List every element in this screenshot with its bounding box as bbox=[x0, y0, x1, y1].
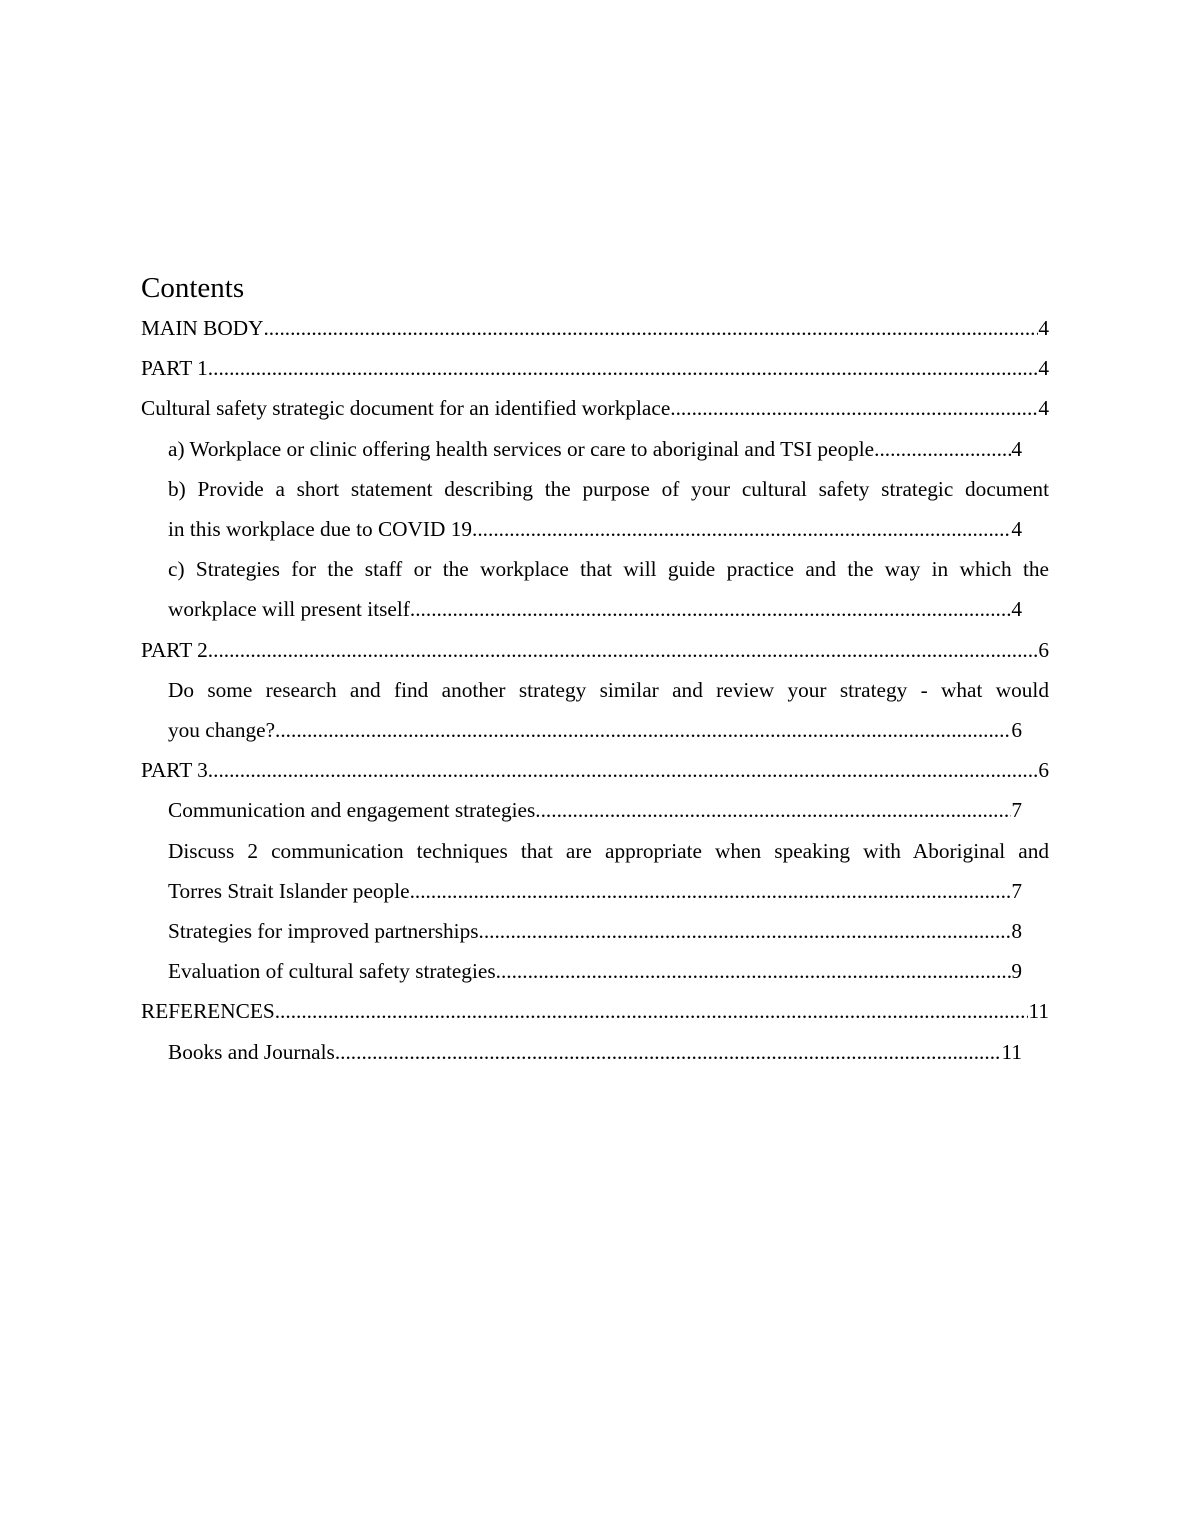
toc-entry-label: Cultural safety strategic document for an identified workplace bbox=[141, 396, 671, 421]
toc-entry-label-line2: in this workplace due to COVID 19 bbox=[168, 517, 473, 542]
toc-page-number: 7 bbox=[1011, 878, 1022, 903]
dot-leader bbox=[263, 308, 1038, 348]
toc-entry-label: PART 2 bbox=[141, 637, 208, 662]
toc-page-number: 4 bbox=[1038, 396, 1049, 421]
toc-entry-label: PART 3 bbox=[141, 758, 208, 783]
toc-entry-label-line1: Discuss 2 communication techniques that are appropriate when speaking with Aboriginal and bbox=[168, 838, 1049, 863]
toc-entry-staff-strategies[interactable] bbox=[168, 549, 1049, 629]
toc-page-number: 6 bbox=[1038, 758, 1049, 783]
toc-page-number: 4 bbox=[1011, 436, 1022, 461]
toc-entry-label: Evaluation of cultural safety strategies bbox=[168, 959, 496, 984]
toc-list bbox=[141, 308, 1049, 1072]
dot-leader bbox=[208, 750, 1039, 790]
toc-entry-label-line2: workplace will present itself bbox=[168, 597, 410, 622]
toc-page-number: 4 bbox=[1011, 517, 1022, 542]
toc-entry-label: REFERENCES bbox=[141, 999, 275, 1024]
toc-entry-improved-partnerships[interactable] bbox=[168, 911, 1022, 951]
toc-page-number: 9 bbox=[1011, 959, 1022, 984]
toc-page-number: 4 bbox=[1038, 316, 1049, 340]
toc-entry-workplace-or-clinic[interactable] bbox=[168, 429, 1022, 469]
toc-entry-part-3[interactable] bbox=[141, 750, 1049, 790]
dot-leader bbox=[208, 348, 1039, 388]
toc-entry-label: Books and Journals bbox=[168, 1039, 335, 1064]
toc-entry-label-line1: Do some research and find another strategy similar and review your strategy - what would bbox=[168, 677, 1049, 702]
toc-entry-label: MAIN BODY bbox=[141, 316, 264, 340]
dot-leader bbox=[535, 790, 1011, 830]
table-of-contents bbox=[141, 268, 1049, 1072]
toc-page-number: 4 bbox=[1011, 597, 1022, 622]
toc-entry-label: Communication and engagement strategies bbox=[168, 798, 536, 823]
dot-leader bbox=[670, 388, 1038, 428]
toc-entry-part-1[interactable] bbox=[141, 348, 1049, 388]
toc-page-number: 11 bbox=[1001, 1039, 1022, 1064]
toc-entry-part-2[interactable] bbox=[141, 630, 1049, 670]
toc-entry-communication-techniques[interactable] bbox=[168, 831, 1049, 911]
dot-leader bbox=[410, 589, 1011, 629]
dot-leader bbox=[275, 991, 1029, 1031]
toc-page-number: 8 bbox=[1011, 919, 1022, 944]
toc-page-number: 7 bbox=[1011, 798, 1022, 823]
toc-entry-communication-strategies[interactable] bbox=[168, 790, 1022, 830]
toc-entry-research-strategy[interactable] bbox=[168, 670, 1049, 750]
toc-page-number: 6 bbox=[1011, 718, 1022, 743]
dot-leader bbox=[479, 911, 1012, 951]
dot-leader bbox=[472, 509, 1011, 549]
toc-entry-evaluation[interactable] bbox=[168, 951, 1022, 991]
toc-entry-books-and-journals[interactable] bbox=[168, 1032, 1022, 1072]
toc-page-number: 11 bbox=[1028, 999, 1049, 1024]
toc-title: Contents bbox=[141, 272, 245, 304]
toc-entry-label: a) Workplace or clinic offering health services or care to aboriginal and TSI people bbox=[168, 436, 875, 461]
toc-entry-label-line2: you change? bbox=[168, 718, 276, 743]
toc-entry-label-line1: c) Strategies for the staff or the workplace that will guide practice and the way in which the bbox=[168, 557, 1049, 582]
dot-leader bbox=[874, 429, 1011, 469]
toc-page-number: 6 bbox=[1038, 637, 1049, 662]
toc-entry-label: Strategies for improved partnerships bbox=[168, 919, 479, 944]
toc-entry-main-body[interactable] bbox=[141, 308, 1049, 348]
dot-leader bbox=[335, 1032, 1002, 1072]
dot-leader bbox=[275, 710, 1011, 750]
dot-leader bbox=[410, 871, 1012, 911]
toc-entry-label-line1: b) Provide a short statement describing the purpose of your cultural safety strategic document bbox=[168, 476, 1049, 501]
toc-page-number: 4 bbox=[1038, 356, 1049, 381]
toc-entry-label-line2: Torres Strait Islander people bbox=[168, 878, 410, 903]
toc-entry-cultural-safety-document[interactable] bbox=[141, 388, 1049, 428]
toc-entry-purpose-statement[interactable] bbox=[168, 469, 1049, 549]
toc-entry-label: PART 1 bbox=[141, 356, 208, 381]
toc-entry-references[interactable] bbox=[141, 991, 1049, 1031]
dot-leader bbox=[496, 951, 1012, 991]
dot-leader bbox=[208, 630, 1039, 670]
